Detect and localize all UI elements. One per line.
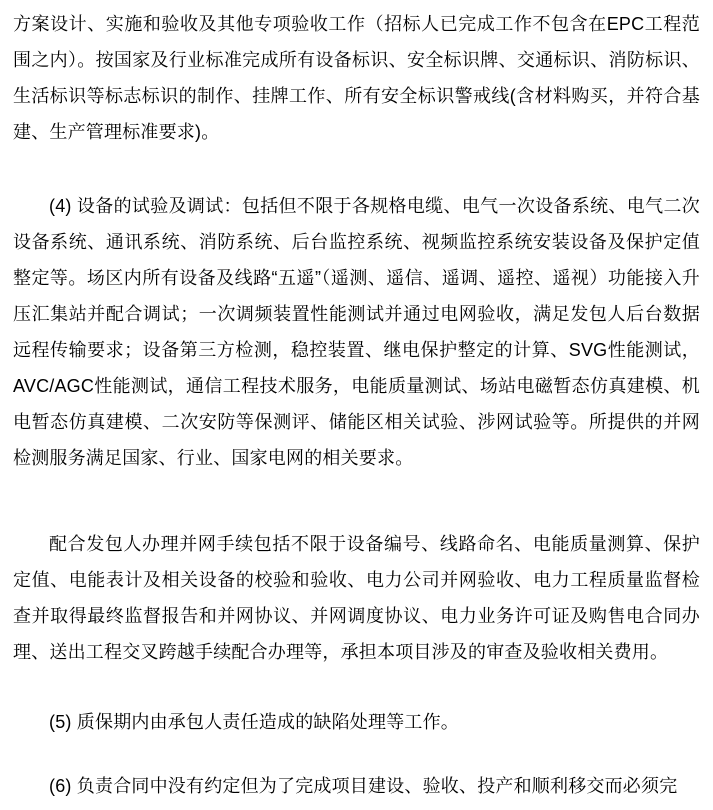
paragraph-item-4-equipment-testing: (4) 设备的试验及调试：包括但不限于各规格电缆、电气一次设备系统、电气二次设备系统、通讯系统、消防系统、后台监控系统、视频监控系统安装设备及保护定值整定等。场区内所有设备及线路“五遥”（遥测、遥信、遥调、遥控、遥视）功能接入升压汇集站并配合调试；一次调频装置性能测试并通过电网验收，满足发包人后台数据远程传输要求；设备第三方检测，稳控装置、继电保护整定的计算、SVG性能测试，AVC/AGC性能测试，通信工程技术服务，电能质量测试、场站电磁暂态仿真建模、机电暂态仿真建模、二次安防等保测评、储能区相关试验、涉网试验等。所提供的并网检测服务满足国家、行业、国家电网的相关要求。: [13, 196, 700, 468]
paragraph-grid-connection-procedures: 配合发包人办理并网手续包括不限于设备编号、线路命名、电能质量测算、保护定值、电能表计及相关设备的校验和验收、电力公司并网验收、电力工程质量监督检查并取得最终监督报告和并网协议、并网调度协议、电力业务许可证及购售电合同办理、送出工程交叉跨越手续配合办理等，承担本项目涉及的审查及验收相关费用。: [13, 534, 700, 662]
paragraph-item-5-warranty-defects: (5) 质保期内由承包人责任造成的缺陷处理等工作。: [49, 712, 459, 732]
paragraph-item-6-unspecified-works: (6) 负责合同中没有约定但为了完成项目建设、验收、投产和顺利移交而必须完: [49, 776, 678, 796]
paragraph-continuation: 方案设计、实施和验收及其他专项验收工作（招标人已完成工作不包含在EPC工程范围之内）。按国家及行业标准完成所有设备标识、安全标识牌、交通标识、消防标识、生活标识等标志标识的制作、挂牌工作、所有安全标识警戒线(含材料购买，并符合基建、生产管理标准要求)。: [13, 14, 700, 142]
